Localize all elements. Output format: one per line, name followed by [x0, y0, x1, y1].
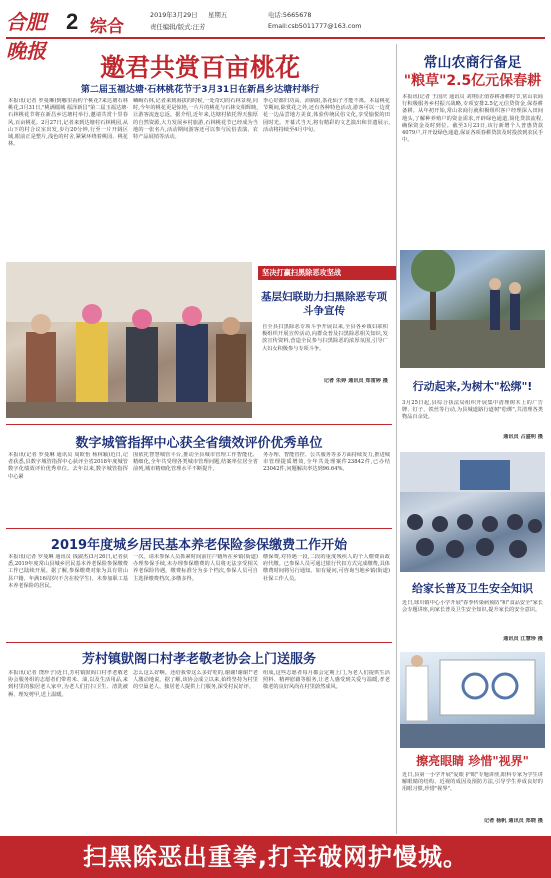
section-title: 综合 [90, 17, 124, 37]
tree-photo [400, 250, 545, 368]
health-headline: 给家长普及卫生安全知识 [412, 582, 533, 595]
pension-column-1: 本报讯(记者 罗曼琳 通讯员 钱淑杰)3月26日,记者获悉,2019年度常山县城乡居民基本养老保险参保缴费工作已陆续开展。据了解,参保缴费对象为具有常山县户籍、年满16周岁(不含在校学生)、未参加职工基本养老保险的居民。 [8, 554, 128, 589]
issue-weekday: 星期五 [208, 11, 228, 19]
tree-headline: 行动起来,为树木"松绑"! [412, 380, 533, 393]
campaign-tag: 坚决打赢扫黑除恶攻坚战 [258, 266, 396, 280]
lead-headline: 邀君共赏百亩桃花 [99, 53, 300, 82]
editor-credit: 责任编辑/版式:汪芳 [150, 23, 206, 31]
black-evil-headline: 基层妇联助力扫黑除恶专项斗争宣传 [261, 291, 387, 317]
eyes-byline: 记者 杨帆 通讯员 郑晓 摄 [483, 818, 543, 824]
section-rule [6, 642, 392, 643]
bank-headline-2: "粮草"2.5亿元保春耕 [403, 73, 542, 89]
pension-column-3: 缴保费,对待遇一段,二段的重度残疾人的个人缴费由政府代缴。已参保人员可通过银行代扣方式完成缴费,具体缴费时间将另行通知。如有疑问,可咨询当地乡镇(街道)社保工作人员。 [263, 554, 390, 582]
contact-email: Email:csb5011777@163.com [268, 22, 362, 30]
lead-subheadline: 第二届玉福达塘·石林桃花节于3月31日在新昌乡达塘村举行 [80, 85, 320, 95]
elders-headline: 芳村镇獃阁口村孝老敬老协会上门送服务 [81, 652, 316, 667]
section-rule [6, 424, 392, 425]
digital-column-3: 务办理、智能管控、公共服务等多方面持续发力,推进城市管理提质增效,全年共处理案件23842件,已办结23042件,问题解决率达到96.64%。 [263, 452, 390, 473]
black-evil-body: 自全县扫黑除恶专项斗争开展以来,全县各乡镇妇联积极组织开展宣传活动,向群众普及扫黑除恶相关知识,发放宣传资料,营造全民参与扫黑除恶的浓厚氛围,引导广大妇女积极参与专项斗争。 [262, 324, 388, 352]
section-rule [6, 528, 392, 529]
issue-date: 2019年3月29日 [150, 11, 198, 19]
header-rule [6, 37, 545, 39]
page-number: 2 [66, 9, 79, 34]
elders-column-2: 怎么这么好啊。还给我带这么多好吃的,谢谢!谢谢!"老人激动地说。据了解,该协会成立以来,始终坚持为村里的空巢老人、独居老人提供上门服务,深受村民好评。 [133, 670, 258, 691]
lead-photo [6, 262, 252, 418]
health-byline: 通讯员 江慧珍 摄 [503, 636, 543, 642]
column-divider [396, 44, 397, 834]
digital-column-2: 围依托智慧城管平台,推动全县城市管理工作智能化、精细化,全年共受理各类城市管理问题,结案率位居全省前列,城市精细化管理水平不断提升。 [133, 452, 258, 473]
bank-headline: 常山农商行备足 [423, 55, 522, 71]
digital-column-1: 本报讯(记者 罗曼琳 通讯员 周欧怡 杨林颖)近日,记者获悉,县数字城管指挥中心获评全省2018年度城管数字化绩效评价优秀单位。去年以来,数字城管指挥中心紧 [8, 452, 128, 480]
elders-column-3: 组成,这些志愿者每月都会定期上门,为老人们提供生活照料、精神慰藉等服务,让老人感受到关爱与温暖,孝老敬老的良好风尚在村里蔚然成风。 [263, 670, 390, 691]
lead-column-1: 本报讯(记者 罗曼琳)到哪里看约个桃花?来达塘石林桃花,3月31日,"桃满缰城 福泽新昌"第二届玉福达塘·石林桃花节将在新昌乡达塘村举行,邀请共赏十里春风,百亩桃花。2月27日,记者来到达塘村石林桃园,从山下的村合议室出发,步行20分钟,行至一片开阔区域,眼前正是整片,浅色的村舍,紧紧环绕着桃园、桃花林。 [8, 98, 128, 148]
tree-byline: 通讯员 占盛明 摄 [503, 434, 543, 440]
eyes-body: 近日,县第一小学开展"爱眼 护眼"专题讲座,眼科专家为学生讲解眼睛的结构、近视的成因及预防方法,引导学生养成良好的用眼习惯,珍惜"视界"。 [402, 772, 543, 793]
eyes-photo [400, 652, 545, 748]
health-body: 近日,球川镇中心小学开展"春季传染病预防"和"食品安全"家长会专题讲座,向家长普及卫生安全知识,提升家长的安全意识。 [402, 600, 543, 614]
contact-phone: 电话:5665678 [268, 11, 312, 19]
health-photo [400, 452, 545, 572]
tree-body: 3月25日起,县综合执法局组织开展集中清理树木上的广告牌、钉子、铁丝等行动,为县城道路行道树"松绑",共清理各类物品百余处。 [402, 400, 543, 421]
black-evil-byline: 记者 朱婷 通讯员 郑雷婷 摄 [323, 378, 388, 384]
lead-column-3: 季心好都归功高、沛瓶限,茶花仙子才能不离。本届桃花节期间,除赏花之外,还有各种特色活动,游客可以一边赏花一边品尝地方美食,体验传统民俗文化,享受愉悦的田园时光。开幕式当天,将有精彩的文艺演出和非遗展示,活动将持续至4月中旬。 [263, 98, 390, 133]
digital-headline: 数字城管指挥中心获全省绩效评价优秀单位 [75, 436, 323, 451]
newspaper-logo: 合肥晚报 [6, 10, 46, 63]
lead-column-2: 嶙峋石林,记者来到海拔的时候,一处奇幻的石林景观,同时,今年的桃花更是惊艳,一片片的桃花与石林交相辉映,让游客流连忘返。据介绍,近年来,达塘村依托得天独厚的自然资源,大力发展乡村旅游,石林桃花节已经成为当地的一张名片,活动期间游客还可以参与民俗表演、农特产品展销等活动。 [133, 98, 258, 141]
footer-slogan-banner: 扫黑除恶出重拳,打辛破网护慢城。 [0, 836, 551, 878]
eyes-headline: 擦亮眼睛 珍惜"视界" [416, 754, 529, 768]
pension-headline: 2019年度城乡居民基本养老保险参保缴费工作开始 [50, 538, 348, 553]
pension-column-2: 一次。请未参保人员抓紧时间前往户籍所在乡镇(街道)办理参保手续,未办理参保缴费的人员将无法享受相关养老保险待遇。缴费标准分为多个档次,参保人员可自主选择缴费档次,多缴多得。 [133, 554, 258, 582]
bank-body: 本报讯(记者 王国庆 通讯员 刘翔)正值春耕备耕时节,常山农商行积极服务乡村振兴战略,专项安排2.5亿元信贷资金,保春耕备耕。从年初开始,常山农商行就积极组织客户经理深入田间地头,了解种养殖户的资金需求,开辟绿色通道,简化贷款流程,确保资金及时到位。截至3月23日,该行新增个人普惠贷款4079户,并开设绿色通道,保证各项春耕贷款及时投放到农民手中。 [402, 94, 543, 144]
elders-column-1: 本报讯(记者 饶珍子)近日,芳村镇獃阁口村孝老敬老协会服务组的志愿者们带着米、油,以及生活用品,来到村里的独居老人家中,为老人们打扫卫生、清洗被褥、理发剪甲,送上温暖。 [8, 670, 128, 698]
